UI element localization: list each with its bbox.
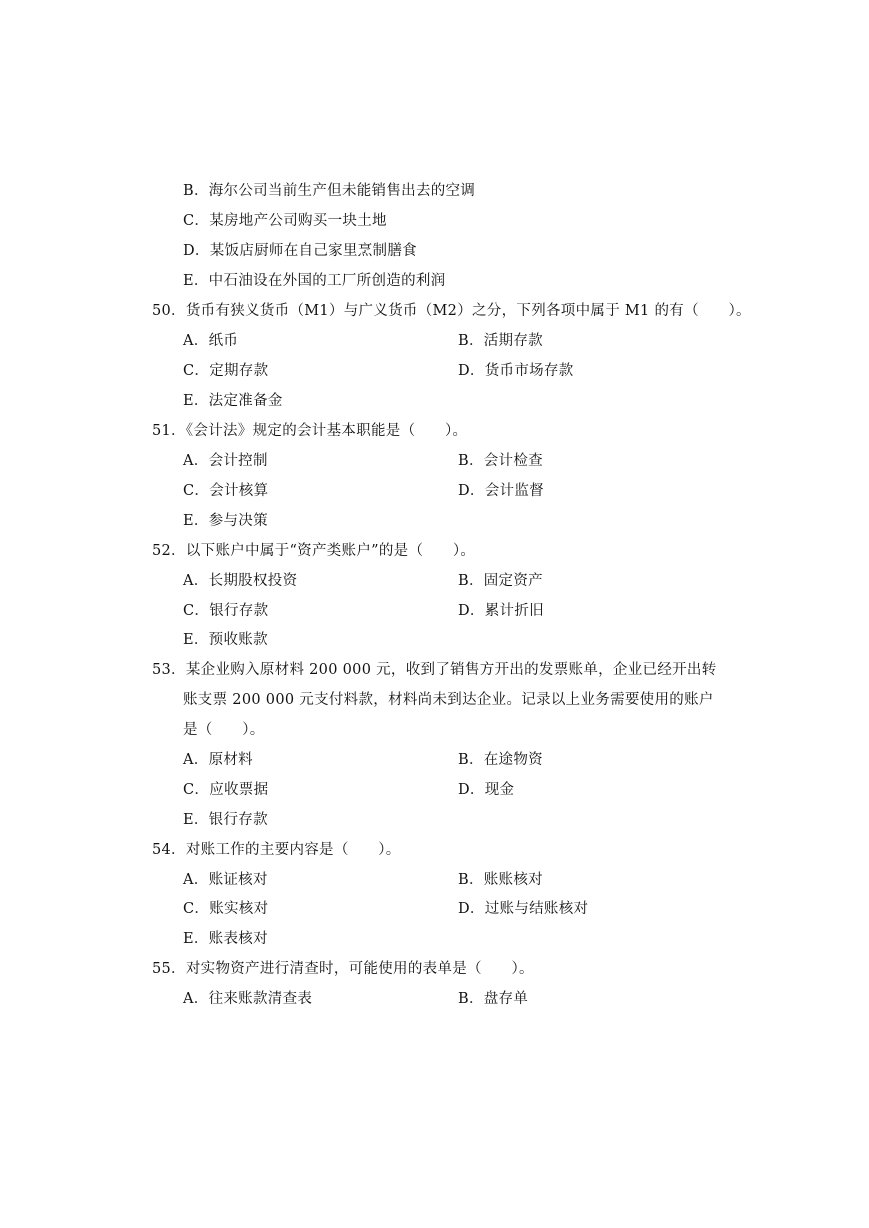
question-54-option-d: D．过账与结账核对: [458, 901, 589, 917]
option-b-prev: B．海尔公司当前生产但未能销售出去的空调: [183, 183, 476, 199]
question-53-stem-line-1: 53．某企业购入原材料 200 000 元，收到了销售方开出的发票账单，企业已经开出转: [152, 662, 717, 678]
question-52-option-c: C．银行存款: [183, 603, 269, 619]
question-54-stem: 54．对账工作的主要内容是（ ）。: [152, 842, 401, 858]
question-50-stem: 50．货币有狭义货币（M1）与广义货币（M2）之分，下列各项中属于 M1 的有（ ）。: [152, 303, 751, 319]
option-e-prev: E．中石油设在外国的工厂所创造的利润: [183, 273, 446, 289]
question-54-option-b: B．账账核对: [458, 872, 543, 888]
question-54-option-c: C．账实核对: [183, 901, 269, 917]
question-55-option-a: A．往来账款清查表: [183, 991, 313, 1007]
question-53-option-c: C．应收票据: [183, 782, 269, 798]
question-53-option-e: E．银行存款: [183, 812, 268, 828]
question-53-stem-line-2: 账支票 200 000 元支付料款，材料尚未到达企业。记录以上业务需要使用的账户: [183, 692, 714, 708]
question-55-option-b: B．盘存单: [458, 991, 529, 1007]
question-52-option-d: D．累计折旧: [458, 603, 544, 619]
question-52-option-e: E．预收账款: [183, 632, 268, 648]
question-50-option-b: B．活期存款: [458, 333, 543, 349]
question-51-option-d: D．会计监督: [458, 483, 544, 499]
question-54-option-e: E．账表核对: [183, 931, 268, 947]
option-c-prev: C．某房地产公司购买一块土地: [183, 213, 387, 229]
question-51-stem: 51．《会计法》规定的会计基本职能是（ ）。: [152, 423, 468, 439]
option-d-prev: D．某饭店厨师在自己家里烹制膳食: [183, 243, 417, 259]
question-52-stem: 52．以下账户中属于“资产类账户”的是（ ）。: [152, 543, 476, 559]
question-51-option-e: E．参与决策: [183, 513, 268, 529]
question-53-option-d: D．现金: [458, 782, 515, 798]
question-53-option-a: A．原材料: [183, 752, 253, 768]
question-52-option-b: B．固定资产: [458, 573, 543, 589]
question-52-option-a: A．长期股权投资: [183, 573, 298, 589]
question-53-stem-line-3: 是（ ）。: [183, 722, 265, 738]
question-51-option-a: A．会计控制: [183, 453, 268, 469]
question-50-option-a: A．纸币: [183, 333, 239, 349]
question-50-option-c: C．定期存款: [183, 363, 269, 379]
question-54-option-a: A．账证核对: [183, 872, 268, 888]
question-51-option-c: C．会计核算: [183, 483, 269, 499]
question-50-option-d: D．货币市场存款: [458, 363, 574, 379]
question-55-stem: 55．对实物资产进行清查时，可能使用的表单是（ ）。: [152, 961, 534, 977]
question-51-option-b: B．会计检查: [458, 453, 543, 469]
question-53-option-b: B．在途物资: [458, 752, 543, 768]
question-50-option-e: E．法定准备金: [183, 393, 283, 409]
